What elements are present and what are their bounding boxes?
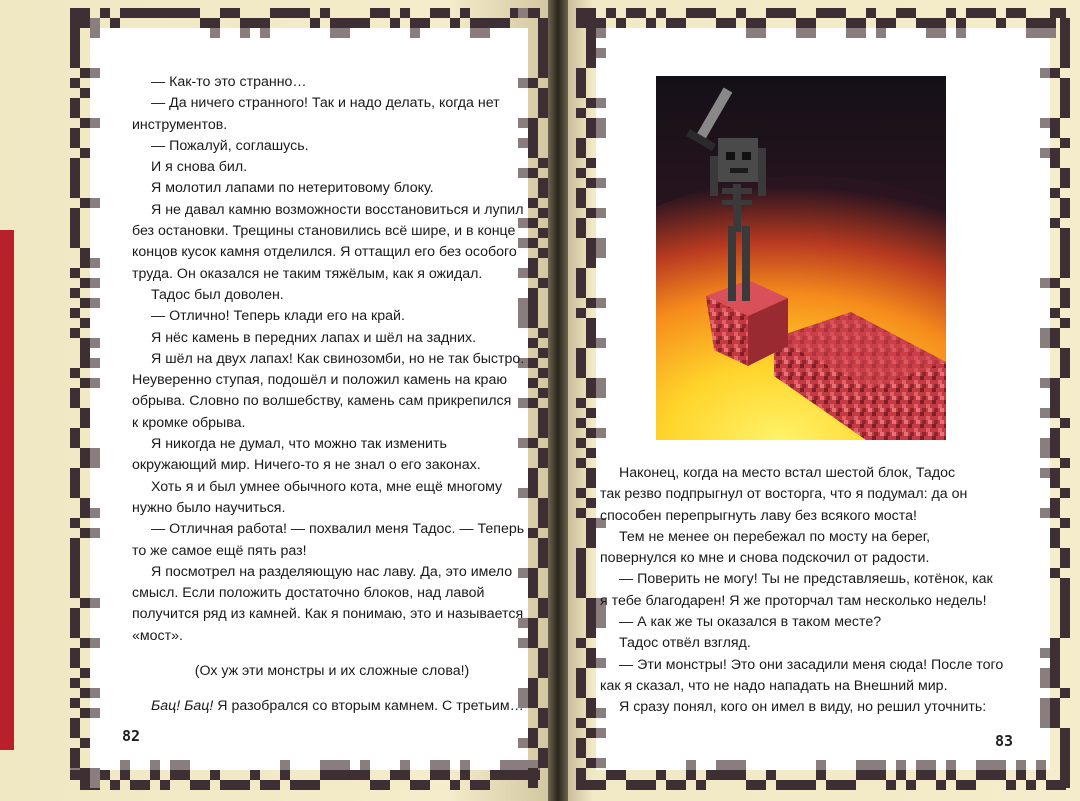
text-line: нужно было научиться.	[132, 499, 286, 516]
text-line: без остановки. Трещины становились всё шире, и в конце	[132, 223, 516, 240]
text-line: Тадос был доволен.	[151, 286, 284, 303]
text-line: то же самое ещё пять раз!	[132, 542, 307, 559]
text-line: смысл. Если положить достаточно блоков, над лавой	[132, 585, 485, 602]
text-line: Наконец, когда на место встал шестой блок, Тадос	[619, 465, 956, 481]
text-line: к кромке обрыва.	[132, 414, 246, 431]
text-line: — Отлично! Теперь клади его на край.	[151, 308, 405, 325]
text-line: получится ряд из камней. Как я понимаю, это и называется	[132, 606, 524, 623]
right-page-text	[600, 463, 1020, 719]
skeleton-on-lava-illustration	[656, 76, 946, 440]
text-line: обрыва. Словно по волшебству, камень сам прикрепился	[132, 393, 512, 410]
text-line: способен перепрыгнуть лаву без всякого моста!	[600, 507, 917, 524]
text-line: Тем не менее он перебежал по мосту на берег,	[619, 528, 931, 545]
text-line: как я сказал, что не надо нападать на Внешний мир.	[600, 677, 948, 694]
text-line: Я шёл на двух лапах! Как свинозомби, но не так быстро.	[151, 350, 525, 367]
text-line: Я сразу понял, кого он имел в виду, но решил уточнить:	[619, 699, 987, 716]
illustration-art	[656, 76, 946, 440]
final-line	[132, 696, 532, 717]
text-line: Неуверенно ступая, подошёл и положил камень на краю	[132, 372, 507, 389]
text-line: Я посмотрел на разделяющую нас лаву. Да, это имело	[151, 563, 513, 580]
text-line: — А как же ты оказался в таком месте?	[619, 614, 882, 631]
text-line: окружающий мир. Ничего-то я не знал о его законах.	[132, 457, 481, 474]
page-number-right: 83	[995, 732, 1014, 750]
text-line: «мост».	[132, 627, 183, 644]
text-line: Тадос отвёл взгляд.	[619, 635, 751, 652]
text-line: так резво подпрыгнул от восторга, что я подумал: да он	[600, 486, 968, 503]
text-line: Я нёс камень в передних лапах и шёл на задних.	[151, 329, 477, 346]
text-line: концов кусок камня отделился. Я оттащил его без особого	[132, 244, 517, 261]
text-line: — Как-то это странно…	[151, 74, 307, 90]
centered-note: (Ох уж эти монстры и их сложные слова!)	[194, 663, 470, 680]
text-line: инструментов.	[132, 116, 228, 133]
text-line: повернулся ко мне и снова подскочил от радости.	[600, 550, 930, 567]
text-line: Я никогда не думал, что можно так изменить	[151, 436, 447, 453]
text-line: труда. Он оказался не таким тяжёлым, как я ожидал.	[132, 265, 483, 282]
text-line: Я молотил лапами по нетеритовому блоку.	[151, 180, 434, 197]
text-line: — Отличная работа! — похвалил меня Тадос. — Теперь	[151, 521, 525, 538]
left-page-text	[132, 72, 532, 718]
final-line-rest: Я разобрался со вторым камнем. С третьим…	[213, 698, 524, 715]
onomatopoeia: Бац! Бац!	[151, 698, 214, 715]
text-line: — Пожалуй, соглашусь.	[151, 137, 309, 154]
text-line: — Поверить не могу! Ты не представляешь, котёнок, как	[619, 571, 993, 588]
text-line: И я снова бил.	[151, 159, 248, 176]
text-line: Я не давал камню возможности восстановиться и лупил	[151, 201, 524, 218]
text-line: я тебе благодарен! Я же проторчал там несколько недель!	[600, 592, 987, 609]
text-line: Хоть я и был умнее обычного кота, мне ещё многому	[151, 478, 503, 495]
red-book-edge	[0, 230, 14, 750]
text-line: — Да ничего странного! Так и надо делать, когда нет	[151, 95, 500, 112]
book-spine	[548, 0, 568, 801]
text-line: — Эти монстры! Это они засадили меня сюда! После того	[619, 656, 1004, 673]
page-number-left: 82	[122, 727, 141, 745]
